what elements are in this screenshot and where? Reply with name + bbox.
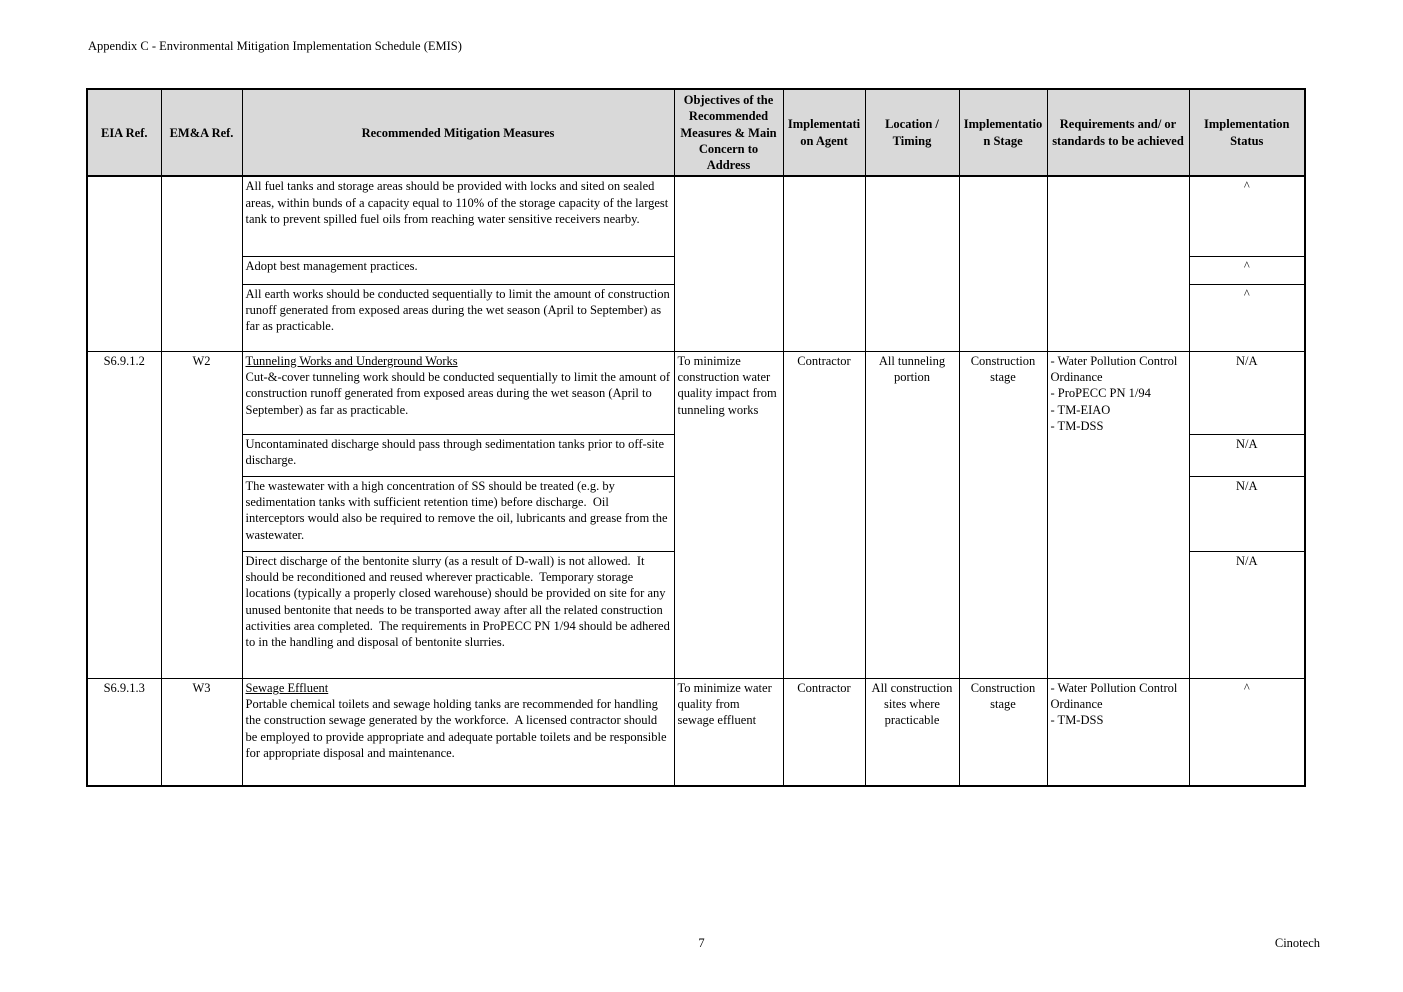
location-cell: [865, 176, 959, 351]
header-location-timing: Location / Timing: [865, 89, 959, 176]
ema-ref-cell: W3: [161, 678, 242, 786]
header-implementation-status: Implementation Status: [1189, 89, 1305, 176]
requirement-item: - TM-DSS: [1050, 713, 1104, 728]
table-header: [87, 89, 1305, 176]
header-objectives: Objectives of the Recommended Measures & Main Concern to Address: [674, 89, 783, 176]
objectives-cell: To minimize water quality from sewage effluent: [674, 678, 783, 786]
status-cell: N/A: [1189, 476, 1305, 551]
status-cell: N/A: [1189, 351, 1305, 434]
status-cell: N/A: [1189, 551, 1305, 678]
measure-text: Adopt best management practices.: [245, 258, 418, 273]
agent-cell: [783, 176, 865, 351]
header-requirements: Requirements and/ or standards to be achieved: [1047, 89, 1189, 176]
emis-table: [86, 88, 1306, 787]
measure-title: Sewage Effluent: [245, 680, 329, 695]
measure-cell: [242, 434, 674, 476]
agent-cell: Contractor: [783, 351, 865, 678]
agent-cell: Contractor: [783, 678, 865, 786]
requirement-item: - Water Pollution Control Ordinance: [1050, 353, 1181, 384]
measure-text: All earth works should be conducted sequentially to limit the amount of construction runoff generated from exposed areas during the wet season (April to September) as far as practicable.: [245, 286, 673, 334]
eia-ref-cell: S6.9.1.3: [87, 678, 161, 786]
status-cell: ^: [1189, 256, 1305, 284]
stage-cell: [959, 176, 1047, 351]
requirement-item: - ProPECC PN 1/94: [1050, 386, 1151, 401]
table-row: [87, 351, 1305, 434]
table-body: [87, 176, 1305, 786]
ema-ref-cell: [161, 176, 242, 351]
measure-cell: [242, 256, 674, 284]
status-cell: N/A: [1189, 434, 1305, 476]
header-mitigation-measures: Recommended Mitigation Measures: [242, 89, 674, 176]
ema-ref-cell: W2: [161, 351, 242, 678]
measure-title: Tunneling Works and Underground Works: [245, 353, 458, 368]
stage-cell: Construction stage: [959, 678, 1047, 786]
eia-ref-cell: [87, 176, 161, 351]
status-cell: ^: [1189, 284, 1305, 351]
measure-cell: [242, 476, 674, 551]
requirement-item: - TM-EIAO: [1050, 402, 1111, 417]
table-row: [87, 678, 1305, 786]
objectives-cell: [674, 176, 783, 351]
measure-text: Portable chemical toilets and sewage holding tanks are recommended for handling the construction sewage generated by the workforce. A licensed contractor should be employed to provide appropriate and adequate portable toilets and be responsible for appropriate disposal and maintenance.: [245, 697, 670, 760]
location-cell: All tunneling portion: [865, 351, 959, 678]
measure-cell: [242, 551, 674, 678]
header-ema-ref: EM&A Ref.: [161, 89, 242, 176]
location-cell: All construction sites where practicable: [865, 678, 959, 786]
header-implementation-stage: Implementation Stage: [959, 89, 1047, 176]
header-eia-ref: EIA Ref.: [87, 89, 161, 176]
requirement-item: - TM-DSS: [1050, 418, 1104, 433]
measure-cell: [242, 678, 674, 786]
requirements-cell: [1047, 176, 1189, 351]
page-title: Appendix C - Environmental Mitigation Implementation Schedule (EMIS): [88, 39, 462, 53]
requirements-cell: [1047, 678, 1189, 786]
page-number: 7: [698, 936, 705, 950]
measure-cell: [242, 284, 674, 351]
measure-cell: [242, 176, 674, 256]
measure-text: Direct discharge of the bentonite slurry (as a result of D-wall) is not allowed. It should be reconditioned and reused wherever practicable. Temporary storage locations (typically a properly closed warehouse) should be provided on site for any unused bentonite that needs to be transported away after all the related construction activities area completed. The requirements in ProPECC PN 1/94 should be adhered to in the handling and disposal of bentonite slurries.: [245, 553, 673, 649]
measure-text: Uncontaminated discharge should pass through sedimentation tanks prior to off-site discharge.: [245, 436, 668, 467]
stage-cell: Construction stage: [959, 351, 1047, 678]
measure-text: Cut-&-cover tunneling work should be conducted sequentially to limit the amount of construction runoff generated from exposed areas during the wet season (April to September) as far as practicable.: [245, 370, 674, 417]
objectives-cell: To minimize construction water quality impact from tunneling works: [674, 351, 783, 678]
eia-ref-cell: S6.9.1.2: [87, 351, 161, 678]
measure-cell: [242, 351, 674, 434]
table-row: [87, 176, 1305, 256]
measure-text: All fuel tanks and storage areas should be provided with locks and sited on sealed areas, within bunds of a capacity equal to 110% of the storage capacity of the largest tank to prevent spilled fuel oils from reaching water sensitive receivers nearby.: [245, 179, 672, 226]
requirement-item: - Water Pollution Control Ordinance: [1050, 680, 1181, 711]
header-implementation-agent: Implementation Agent: [783, 89, 865, 176]
footer-brand: Cinotech: [1274, 936, 1320, 950]
status-cell: ^: [1189, 678, 1305, 786]
measure-text: The wastewater with a high concentration of SS should be treated (e.g. by sedimentation tanks with sufficient retention time) before discharge. Oil interceptors would also be required to remove the oil, lubricants and grease from the wastewater.: [245, 478, 671, 542]
status-cell: ^: [1189, 176, 1305, 256]
requirements-cell: [1047, 351, 1189, 678]
